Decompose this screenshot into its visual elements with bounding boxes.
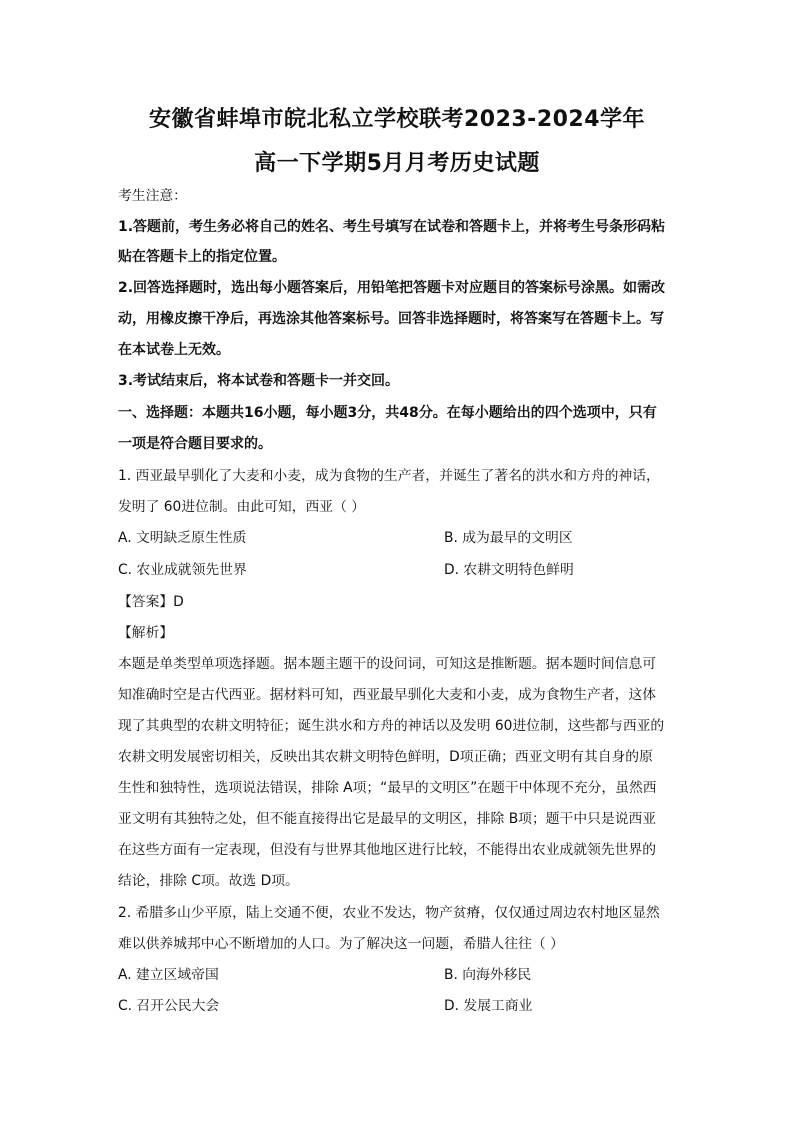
question-1-stem-line-2: 发明了 60进位制。由此可知，西亚（ ） [118, 499, 366, 515]
question-1-option-d: D. 农耕文明特色鲜明 [444, 562, 574, 578]
question-1-analysis-line: 农耕文明发展密切相关，反映出其农耕文明特色鲜明，D项正确；西亚文明有其自身的原 [118, 749, 653, 765]
question-1-analysis-line: 生性和独特性，选项说法错误，排除 A项；“最早的文明区”在题干中体现不充分，虽然西 [118, 780, 657, 796]
notice-heading: 考生注意： [118, 188, 187, 204]
question-2-option-c: C. 召开公民大会 [118, 998, 220, 1014]
question-1-option-a: A. 文明缺乏原生性质 [118, 530, 247, 546]
notice-item-2-line-2: 动，用橡皮擦干净后，再选涂其他答案标号。回答非选择题时，将答案写在答题卡上。写 [118, 311, 664, 327]
question-1-analysis-line: 现了其典型的农耕文明特征；诞生洪水和方舟的神话以及发明 60进位制，这些都与西亚的 [118, 718, 665, 734]
question-1-stem-line-1: 1. 西亚最早驯化了大麦和小麦，成为食物的生产者，并诞生了著名的洪水和方舟的神话， [118, 468, 660, 484]
notice-item-1-line-1: 1.答题前，考生务必将自己的姓名、考生号填写在试卷和答题卡上，并将考生号条形码粘 [118, 219, 666, 235]
question-2-option-d: D. 发展工商业 [444, 998, 533, 1014]
question-1-option-b: B. 成为最早的文明区 [444, 530, 573, 546]
question-1-analysis-line: 结论，排除 C项。故选 D项。 [118, 873, 299, 889]
question-1-analysis-line: 知准确时空是古代西亚。据材料可知，西亚最早驯化大麦和小麦，成为食物生产者，这体 [118, 687, 657, 703]
notice-item-3: 3.考试结束后，将本试卷和答题卡一并交回。 [118, 373, 400, 389]
section-1-heading-line-1: 一、选择题：本题共16小题，每小题3分，共48分。在每小题给出的四个选项中，只有 [118, 405, 657, 421]
question-1-analysis-line: 亚文明有其独特之处，但不能直接得出它是最早的文明区，排除 B项；题干中只是说西亚 [118, 811, 657, 827]
question-1-analysis-line: 本题是单类型单项选择题。据本题主题干的设问词，可知这是推断题。据本题时间信息可 [118, 656, 657, 672]
notice-item-2-line-1: 2.回答选择题时，选出每小题答案后，用铅笔把答题卡对应题目的答案标号涂黑。如需改 [118, 280, 666, 296]
question-1-analysis-label: 【解析】 [118, 625, 174, 641]
notice-item-1-line-2: 贴在答题卡上的指定位置。 [118, 249, 286, 265]
question-1-option-c: C. 农业成就领先世界 [118, 562, 247, 578]
notice-item-2-line-3: 在本试卷上无效。 [118, 342, 230, 358]
question-2-option-b: B. 向海外移民 [444, 967, 532, 983]
question-2-stem-line-1: 2. 希腊多山少平原，陆上交通不便，农业不发达，物产贫瘠，仅仅通过周边农村地区显然 [118, 905, 660, 921]
exam-title-line2: 高一下学期5月月考历史试题 [254, 151, 540, 176]
question-2-option-a: A. 建立区域帝国 [118, 967, 219, 983]
exam-title-line1: 安徽省蚌埠市皖北私立学校联考2023-2024学年 [148, 107, 646, 132]
question-2-stem-line-2: 难以供养城邦中心不断增加的人口。为了解决这一问题，希腊人往往（ ） [118, 936, 564, 952]
question-1-answer: 【答案】D [118, 594, 184, 610]
section-1-heading-line-2: 一项是符合题目要求的。 [118, 436, 272, 452]
question-1-analysis-line: 在这些方面有一定表现，但没有与世界其他地区进行比较，不能得出农业成就领先世界的 [118, 842, 657, 858]
